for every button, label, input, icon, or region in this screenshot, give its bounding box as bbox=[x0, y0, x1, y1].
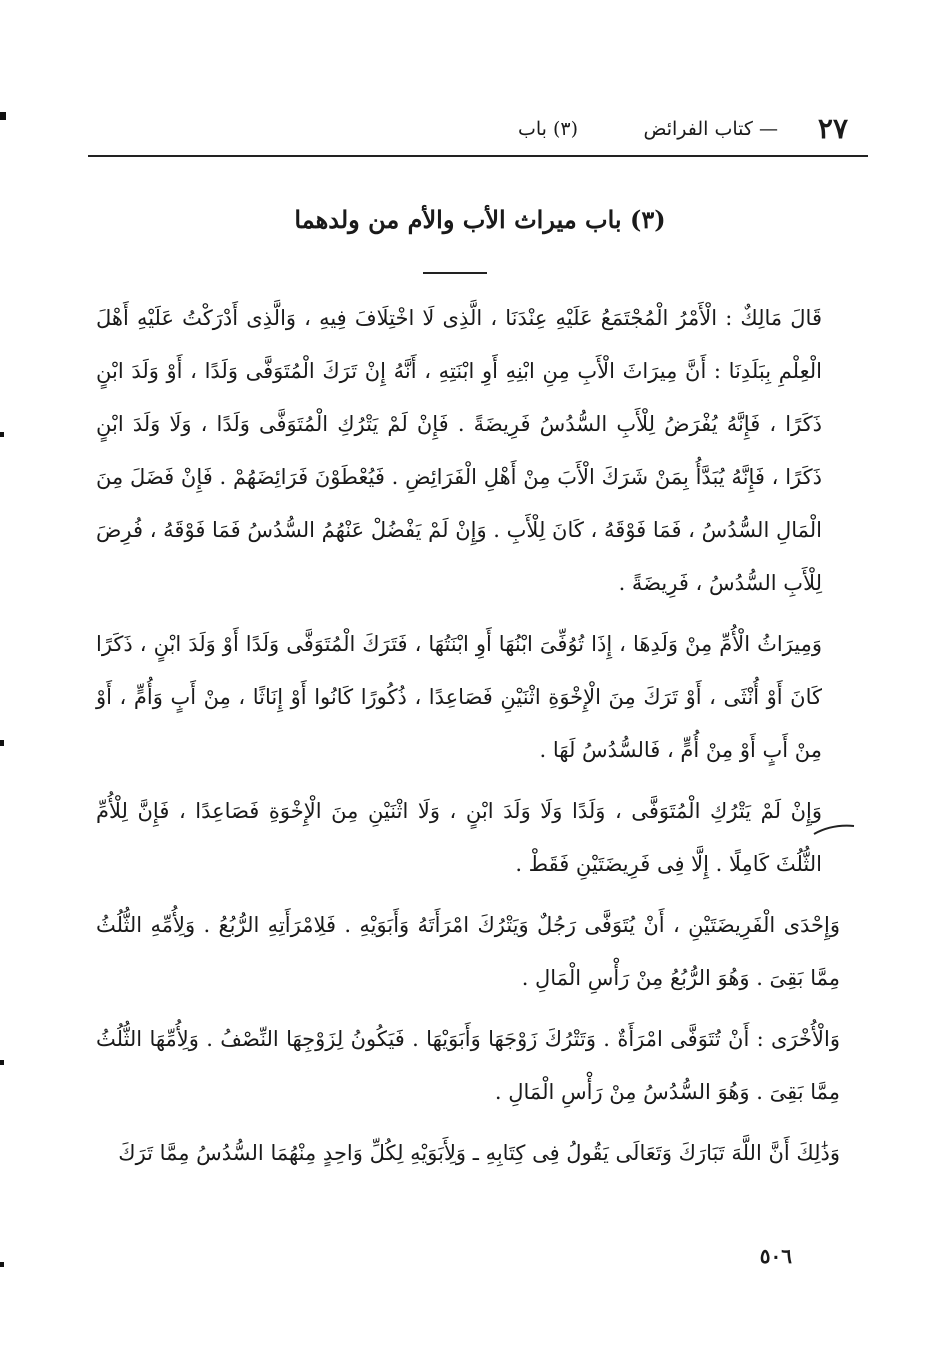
paragraph-4: وَإِحْدَى الْفَرِيضَتَيْنِ ، أَنْ يُتَوَفَّى رَجُلٌ وَيَتْرُكَ امْرَأَتَهُ وَأَبَوَيْهِ . فَلِامْرَأَتِهِ الرُّبُعُ . وَلِأُمِّهِ الثُّلُثُ مِمَّا بَقِىَ . وَهُوَ الرُّبُعُ مِنْ رَأْسِ الْمَالِ . bbox=[96, 913, 840, 990]
title-underline bbox=[423, 272, 487, 274]
footer-page-number: ٥٠٦ bbox=[759, 1244, 792, 1268]
margin-tick-mark bbox=[812, 820, 856, 840]
chapter-title: (٣) باب ميراث الأب والأم من ولدهما bbox=[294, 205, 666, 234]
header-rule bbox=[88, 155, 868, 157]
paragraph-2: وَمِيرَاثُ الْأُمِّ مِنْ وَلَدِهَا ، إِذَا تُوُفِّىَ ابْنُهَا أَوِ ابْنَتُهَا ، فَتَرَكَ الْمُتَوَفَّى وَلَدًا أَوْ وَلَدَ ابْنٍ ، ذَكَرًا كَانَ أَوْ أُنْثَى ، أَوْ تَرَكَ مِنَ الْإِخْوَةِ اثْنَيْنِ فَصَاعِدًا ، ذُكُورًا كَانُوا أَوْ إِنَاثًا ، مِنْ أَبٍ وَأُمٍّ ، أَوْ مِنْ أَبٍ أَوْ مِنْ أُمٍّ ، فَالسُّدُسُ لَهَا . bbox=[96, 632, 822, 762]
scan-edge-mark bbox=[0, 1060, 4, 1065]
paragraph-5: وَالْأُخْرَى : أَنْ تُتَوَفَّى امْرَأَةٌ . وَتَتْرُكَ زَوْجَهَا وَأَبَوَيْهَا . فَيَكُونُ لِزَوْجِهَا النِّصْفُ . وَلِأُمِّهَا الثُّلُثُ مِمَّا بَقِىَ . وَهُوَ السُّدُسُ مِنْ رَأْسِ الْمَالِ . bbox=[96, 1027, 840, 1104]
scan-edge-mark bbox=[0, 112, 6, 120]
paragraph-1: قَالَ مَالِكٌ : الْأَمْرُ الْمُجْتَمَعُ عَلَيْهِ عِنْدَنَا ، الَّذِى لَا اخْتِلَافَ فِيهِ ، وَالَّذِى أَدْرَكْتُ عَلَيْهِ أَهْلَ الْعِلْمِ بِبَلَدِنَا : أَنَّ مِيرَاثَ الْأَبِ مِنِ ابْنِهِ أَوِ ابْنَتِهِ ، أَنَّهُ إِنْ تَرَكَ الْمُتَوَفَّى وَلَدًا ، أَوْ وَلَدَ ابْنٍ ذَكَرًا ، فَإِنَّهُ يُفْرَضُ لِلْأَبِ السُّدُسُ فَرِيضَةً . فَإِنْ لَمْ يَتْرُكِ الْمُتَوَفَّى وَلَدًا ، وَلَا وَلَدَ ابْنٍ ذَكَرًا ، فَإِنَّهُ يُبَدَّأُ بِمَنْ شَرَكَ الْأَبَ مِنْ أَهْلِ الْفَرَائِضِ . فَيُعْطَوْنَ فَرَائِضَهُمْ . فَإِنْ فَضَلَ مِنَ الْمَالِ السُّدُسُ ، فَمَا فَوْقَهُ ، كَانَ لِلْأَبِ . وَإِنْ لَمْ يَفْضُلْ عَنْهُمُ السُّدُسُ فَمَا فَوْقَهُ ، فُرِضَ لِلْأَبِ السُّدُسُ ، فَرِيضَةً . bbox=[96, 306, 822, 595]
paragraph-3: وَإِنْ لَمْ يَتْرُكِ الْمُتَوَفَّى ، وَلَدًا وَلَا وَلَدَ ابْنٍ ، وَلَا اثْنَيْنِ مِنَ الْإِخْوَةِ فَصَاعِدًا ، فَإِنَّ لِلْأُمِّ الثُّلُثَ كَامِلًا . إِلَّا فِى فَرِيضَتَيْنِ فَقَطْ . bbox=[96, 799, 822, 876]
paragraph-6: وَذَٰلِكَ أَنَّ اللَّهَ تَبَارَكَ وَتَعَالَى يَقُولُ فِى كِتَابِهِ ـ وَلِأَبَوَيْهِ لِكُلِّ وَاحِدٍ مِنْهُمَا السُّدُسُ مِمَّا تَرَكَ bbox=[118, 1141, 840, 1165]
scan-edge-mark bbox=[0, 1262, 4, 1267]
scan-edge-mark bbox=[0, 740, 4, 746]
header-book-title: — كتاب الفرائض bbox=[643, 118, 778, 140]
running-header bbox=[88, 112, 868, 152]
main-text bbox=[96, 292, 840, 1188]
scan-edge-mark bbox=[0, 432, 4, 437]
header-page-number: ٢٧ bbox=[817, 112, 848, 145]
header-chapter: (٣) باب bbox=[517, 118, 578, 140]
